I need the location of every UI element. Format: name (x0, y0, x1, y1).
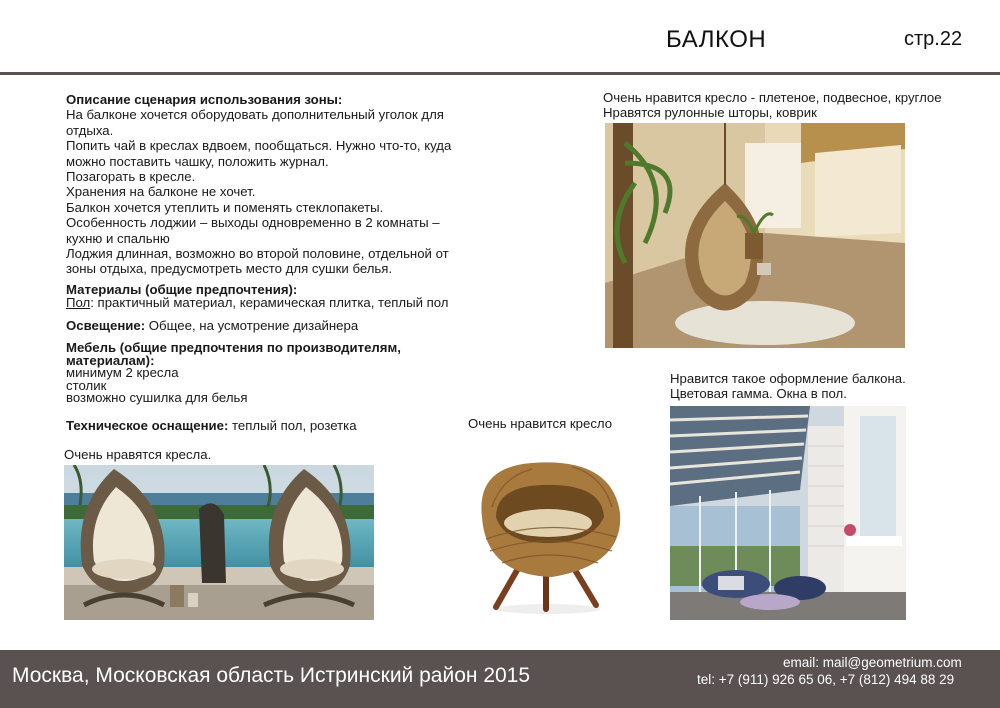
furniture-item: минимум 2 кресла (66, 365, 179, 380)
equipment-section (66, 418, 486, 433)
page-number: стр.22 (904, 28, 963, 50)
scenario-line: Лоджия длинная, возможно во второй половине, отдельной от (66, 246, 449, 262)
caption-balcony-2: Цветовая гамма. Окна в пол. (670, 386, 847, 401)
floor-label: Пол (66, 295, 91, 310)
scenario-line: Позагорать в кресле. (66, 169, 196, 185)
header-divider (0, 72, 1000, 75)
equipment-value: теплый пол, розетка (228, 418, 357, 433)
scenario-line: Балкон хочется утеплить и поменять стеклопакеты. (66, 199, 384, 215)
scenario-line: зоны отдыха, предусмотреть место для сушки белья. (66, 261, 393, 277)
floor-value: : практичный материал, керамическая плитка, теплый пол (90, 295, 449, 310)
scenario-line: Попить чай в креслах вдвоем, пообщаться. Нужно что-то, куда (66, 138, 452, 154)
materials-heading: Материалы (общие предпочтения): (66, 282, 298, 297)
materials-section (66, 283, 486, 309)
caption-chair-single: Очень нравится кресло (468, 416, 613, 431)
equipment-label: Техническое оснащение: (66, 418, 229, 433)
caption-balcony-1: Нравятся рулонные шторы, коврик (603, 105, 817, 120)
photo-balcony-floor-windows (670, 406, 906, 620)
scenario-heading: Описание сценария использования зоны: (66, 92, 343, 107)
scenario-line: Особенность лоджии – выходы одновременно в 2 комнаты – (66, 215, 440, 231)
footer-location: Москва, Московская область Истринский район 2015 (12, 664, 531, 687)
scenario-line: можно поставить чашку, положить журнал. (66, 153, 329, 169)
lighting-label: Освещение: (66, 318, 146, 333)
page-title: БАЛКОН (666, 26, 767, 53)
caption-chairs-pool: Очень нравятся кресла. (64, 447, 212, 462)
furniture-heading: Мебель (общие предпочтения по производителям, (66, 340, 401, 355)
footer-phone: tel: +7 (911) 926 65 06, +7 (812) 494 88 29 (697, 672, 955, 687)
furniture-item: столик (66, 377, 107, 393)
footer-email[interactable]: email: mail@geometrium.com (783, 655, 962, 670)
materials-floor (66, 296, 486, 309)
lighting-value: Общее, на усмотрение дизайнера (145, 318, 359, 333)
scenario-line: На балконе хочется оборудовать дополнительный уголок для (66, 107, 444, 123)
scenario-line: отдыха. (66, 122, 114, 138)
caption-balcony-2: Нравится такое оформление балкона. (670, 371, 906, 386)
photo-loggia-hanging-chair (605, 123, 905, 348)
furniture-item: возможно сушилка для белья (66, 390, 248, 405)
photo-wicker-chair (462, 447, 634, 619)
scenario-line: кухню и спальню (66, 230, 170, 246)
caption-balcony-1: Очень нравится кресло - плетеное, подвесное, круглое (603, 90, 942, 105)
photo-egg-chairs-pool (64, 465, 374, 620)
furniture-heading: материалам): (66, 352, 155, 368)
lighting-section (66, 318, 486, 333)
scenario-section (66, 92, 486, 277)
furniture-section (66, 342, 486, 405)
scenario-line: Хранения на балконе не хочет. (66, 184, 256, 200)
